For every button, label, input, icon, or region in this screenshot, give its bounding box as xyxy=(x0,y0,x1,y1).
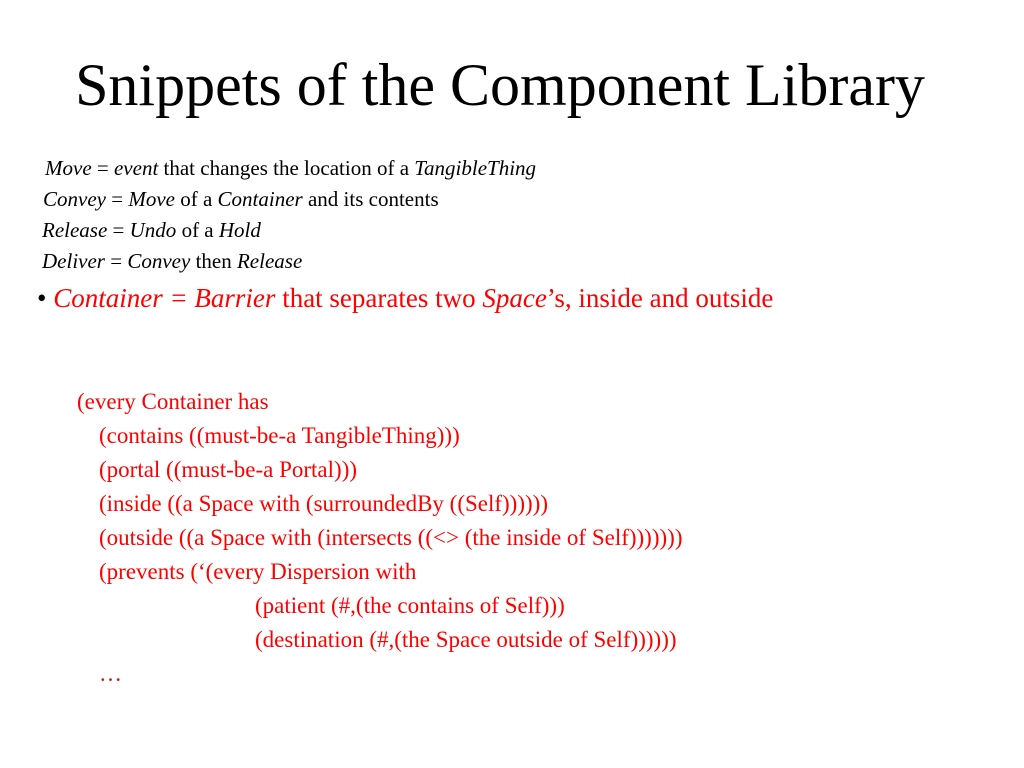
definition-equals: = xyxy=(107,218,130,242)
definition-text: of a xyxy=(174,187,218,211)
code-line: (patient (#,(the contains of Self))) xyxy=(255,593,565,618)
code-line: (portal ((must-be-a Portal))) xyxy=(99,457,358,482)
definition-text: that changes the location of a xyxy=(158,156,415,180)
bullet-icon: • xyxy=(37,283,47,313)
bullet-italic-word: Space xyxy=(482,283,547,313)
code-line: (contains ((must-be-a TangibleThing))) xyxy=(99,423,460,448)
bullet-container-definition xyxy=(37,280,773,316)
slide-title: Snippets of the Component Library xyxy=(75,52,925,118)
definition-text: then xyxy=(190,249,237,273)
definition-equals: = xyxy=(105,187,129,211)
definition-italic: Move xyxy=(128,187,175,211)
definition-italic: Hold xyxy=(218,218,261,242)
definition-term: Deliver xyxy=(42,249,105,273)
definition-move xyxy=(42,153,536,184)
definition-term: Move xyxy=(45,156,92,180)
code-ellipsis: … xyxy=(99,661,122,686)
definition-equals: = xyxy=(91,156,114,180)
code-line: (outside ((a Space with (intersects ((<> (the inside of Self))))))) xyxy=(99,525,683,550)
definition-text: of a xyxy=(176,218,219,242)
code-line: (inside ((a Space with (surroundedBy ((Self)))))) xyxy=(99,491,548,516)
definition-italic: event xyxy=(113,156,159,180)
bullet-text: that separates two xyxy=(275,283,483,313)
definition-term: Convey xyxy=(43,187,106,211)
definition-italic: Convey xyxy=(127,249,191,273)
code-line: (destination (#,(the Space outside of Self)))))) xyxy=(255,627,677,652)
code-line: (prevents (‘(every Dispersion with xyxy=(99,559,417,584)
definition-convey xyxy=(42,184,536,215)
bullet-italic-lead: Container = Barrier xyxy=(53,283,276,313)
code-block xyxy=(77,385,682,691)
definition-term: Release xyxy=(42,218,108,242)
definition-text: and its contents xyxy=(302,187,439,211)
definition-deliver xyxy=(42,246,536,277)
definition-italic: TangibleThing xyxy=(414,156,537,180)
definition-italic: Release xyxy=(236,249,303,273)
code-line: (every Container has xyxy=(77,389,269,414)
definition-equals: = xyxy=(104,249,128,273)
bullet-text: ’s, inside and outside xyxy=(546,283,774,313)
definition-italic: Undo xyxy=(129,218,177,242)
definition-italic: Container xyxy=(217,187,303,211)
definitions-list xyxy=(42,153,536,277)
definition-release xyxy=(42,215,536,246)
